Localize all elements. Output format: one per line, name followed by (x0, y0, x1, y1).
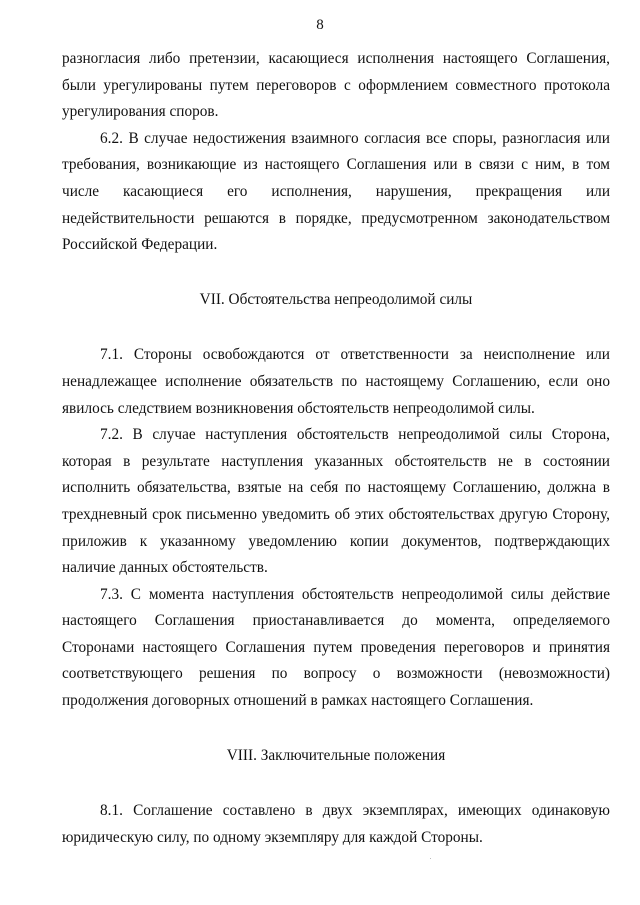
spacer (62, 769, 610, 798)
section-8-heading: VIII. Заключительные положения (226, 746, 446, 764)
paragraph-8-1: 8.1. Соглашение составлено в двух экземплярах, имеющих одинаковую юридическую силу, по одному экземпляру для каждой Стороны. (62, 802, 610, 846)
paragraph-7-2: 7.2. В случае наступления обстоятельств непреодолимой силы Сторона, которая в результате наступления указанных обстоятельств не в состоянии исполнить обязательства, взятые на себя по настоящему Соглашению, должна в трехдневный срок письменно уведомить об этих обстоятельствах другую Сторону, приложив к указанному уведомлению копии документов, подтверждающих наличие данных обстоятельств. (62, 426, 610, 577)
spacer (62, 715, 610, 743)
paragraph-7-3: 7.3. С момента наступления обстоятельств непреодолимой силы действие настоящего Соглашения приостанавливается до момента, определяемого Сторонами настоящего Соглашения путем проведения переговоров и принятия соответствующего решения по вопросу о возможности (невозможности) продолжения договорных отношений в рамках настоящего Соглашения. (62, 585, 610, 710)
spacer (62, 313, 610, 342)
paragraph-6-1-continuation: разногласия либо претензии, касающиеся исполнения настоящего Соглашения, были урегулированы путем переговоров с оформлением совместного протокола урегулирования споров. (62, 50, 610, 121)
section-7-heading: VII. Обстоятельства непреодолимой силы (199, 290, 473, 308)
document-body (62, 46, 610, 851)
paragraph-6-2: 6.2. В случае недостижения взаимного согласия все споры, разногласия или требования, возникающие из настоящего Соглашения или в связи с ним, в том числе касающиеся его исполнения, нарушения, прекращения или недействительности решаются в порядке, предусмотренном законодательством Российской Федерации. (62, 129, 610, 254)
paragraph-7-1: 7.1. Стороны освобождаются от ответственности за неисполнение или ненадлежащее исполнение обязательств по настоящему Соглашению, если оно явилось следствием возникновения обстоятельств непреодолимой силы. (62, 346, 610, 417)
scan-speck (430, 858, 431, 859)
page-number: 8 (316, 17, 324, 33)
spacer (62, 259, 610, 287)
